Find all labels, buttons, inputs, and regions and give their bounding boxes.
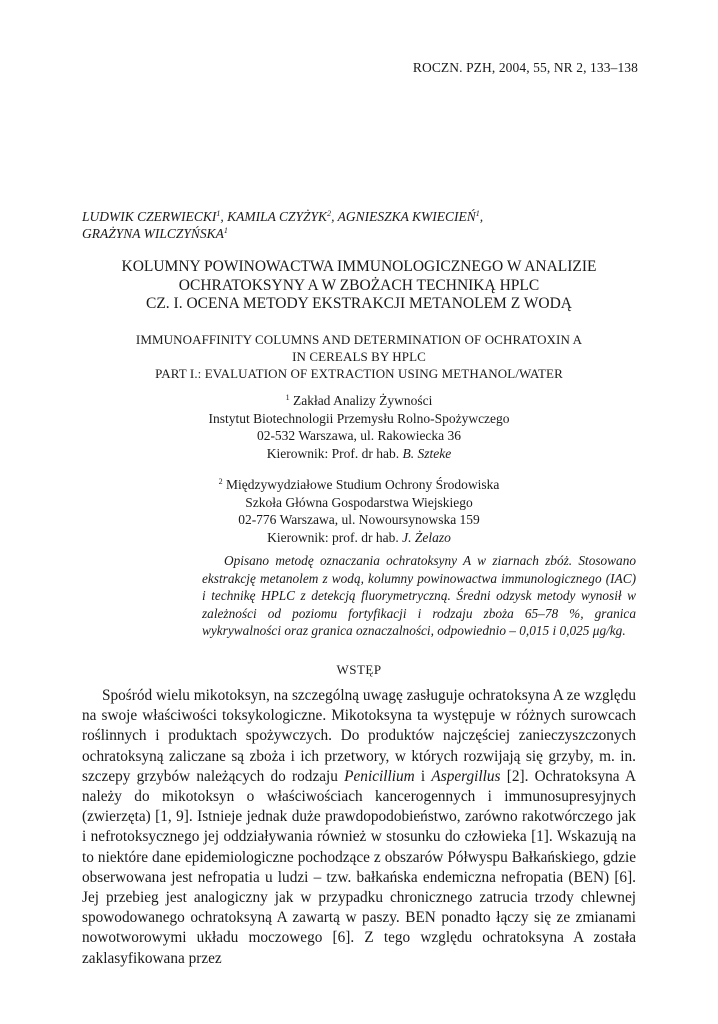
genus-name: Penicillium (344, 767, 415, 785)
affiliation-marker: 1 (285, 393, 290, 402)
affiliation-marker: 2 (218, 477, 223, 486)
abstract (202, 552, 636, 640)
text-run: [2]. Ochratoksyna A należy do mikotoksyn o właściwościach kancerogennych i immunosupresyjnych (zwierzęta) [1, 9]. Istnieje jednak duże prawdopodobieństwo, zarówno rakotwórczego jak i nefrotoksycznego jej oddziaływania również w stosunku do człowieka [1]. Wskazują na to niektóre dane epidemiologiczne pochodzące z obszarów Półwyspu Bałkańskiego, gdzie obserwowana jest nefropatia u ludzi – tzw. bałkańska endemiczna nefropatia (BEN) [6]. Jej przebieg jest analogiczny jak w przypadku chronicznego zatrucia trzody chlewnej spowodowanego ochratoksyną A zawartą w paszy. BEN ponadto łączy się ze zmianami nowotworowymi układu moczowego [6]. Z tego względu ochratoksyna A została zaklasyfikowana przez (82, 767, 637, 967)
author-name: KAMILA CZYŻYK (227, 209, 328, 224)
affiliation-institute: Szkoła Główna Gospodarstwa Wiejskiego (245, 494, 473, 510)
affiliation-2 (60, 476, 658, 546)
author-name: AGNIESZKA KWIECIEŃ (337, 209, 476, 224)
author-name: LUDWIK CZERWIECKI (82, 209, 217, 224)
title-english (60, 331, 658, 382)
journal-reference: ROCZN. PZH, 2004, 55, NR 2, 133–138 (412, 60, 638, 75)
title-line: PART I.: EVALUATION OF EXTRACTION USING METHANOL/WATER (155, 366, 563, 381)
affiliation-head-name: B. Szteke (402, 445, 452, 461)
title-line: KOLUMNY POWINOWACTWA IMMUNOLOGICZNEGO W ANALIZIE (121, 258, 597, 275)
affiliation-institute: Instytut Biotechnologii Przemysłu Rolno-Spożywczego (208, 410, 510, 426)
section-heading: WSTĘP (336, 662, 382, 677)
affiliation-marker: 2 (327, 209, 332, 218)
affiliation-marker: 1 (223, 226, 228, 235)
author-name: GRAŻYNA WILCZYŃSKA (82, 226, 224, 241)
affiliation-unit: Zakład Analizy Żywności (292, 393, 433, 408)
title-polish (60, 258, 658, 314)
abstract-text: Opisano metodę oznaczania ochratoksyny A w ziarnach zbóż. Stosowano ekstrakcję metanolem z wodą, kolumny powinowactwa immunologicznego (IAC) i technikę HPLC z detekcją fluorymetryczną. Średni odzysk metody wynosił w zależności od poziomu fortyfikacji i rodzaju zboża 65–78 %, granica wykrywalności oraz granica oznaczalności, odpowiednio – 0,015 i 0,025 μg/kg. (202, 553, 636, 638)
affiliation-address: 02-532 Warszawa, ul. Rakowiecka 36 (256, 428, 462, 443)
affiliation-marker: 1 (216, 209, 221, 218)
affiliation-1 (60, 392, 658, 462)
genus-name: Aspergillus (431, 767, 501, 785)
author-list: LUDWIK CZERWIECKI$^1$, KAMILA CZYŻYK$^2$, AGNIESZKA KWIECIEŃ$^1$, GRAŻYNA WILCZYŃSKA$^1$ (82, 209, 484, 241)
title-line: OCHRATOKSYNY A W ZBOŻACH TECHNIKĄ HPLC (178, 276, 540, 294)
affiliation-unit: Międzywydziałowe Studium Ochrony Środowiska (226, 477, 500, 492)
title-line: IN CEREALS BY HPLC (292, 349, 426, 364)
body-text (82, 686, 636, 969)
paragraph (82, 686, 636, 969)
title-line: IMMUNOAFFINITY COLUMNS AND DETERMINATION OF OCHRATOXIN A (135, 332, 583, 347)
affiliation-head-label: Kierownik: prof. dr hab. (267, 529, 403, 545)
text-run: Spośród wielu mikotoksyn, na szczególną uwagę zasługuje ochratoksyna A ze względu na swoje właściwości toksykologiczne. Mikotoksyna ta występuje w różnych surowcach roślinnych i produktach spożywczych. Do produktów najczęściej zanieczyszczonych ochratoksyną zaliczane są zboża i ich przetwory, w których rozwijają się grzyby, m. in. szczepy grzybów należących do rodzaju (82, 687, 636, 785)
affiliation-address: 02-776 Warszawa, ul. Nowoursynowska 159 (238, 512, 480, 527)
affiliation-head-name: J. Żelazo (402, 529, 451, 545)
affiliation-marker: 1 (475, 209, 480, 218)
text-run: i (414, 767, 432, 785)
affiliation-head-label: Kierownik: Prof. dr hab. (266, 445, 403, 461)
title-line: CZ. I. OCENA METODY EKSTRAKCJI METANOLEM Z WODĄ (145, 295, 572, 312)
